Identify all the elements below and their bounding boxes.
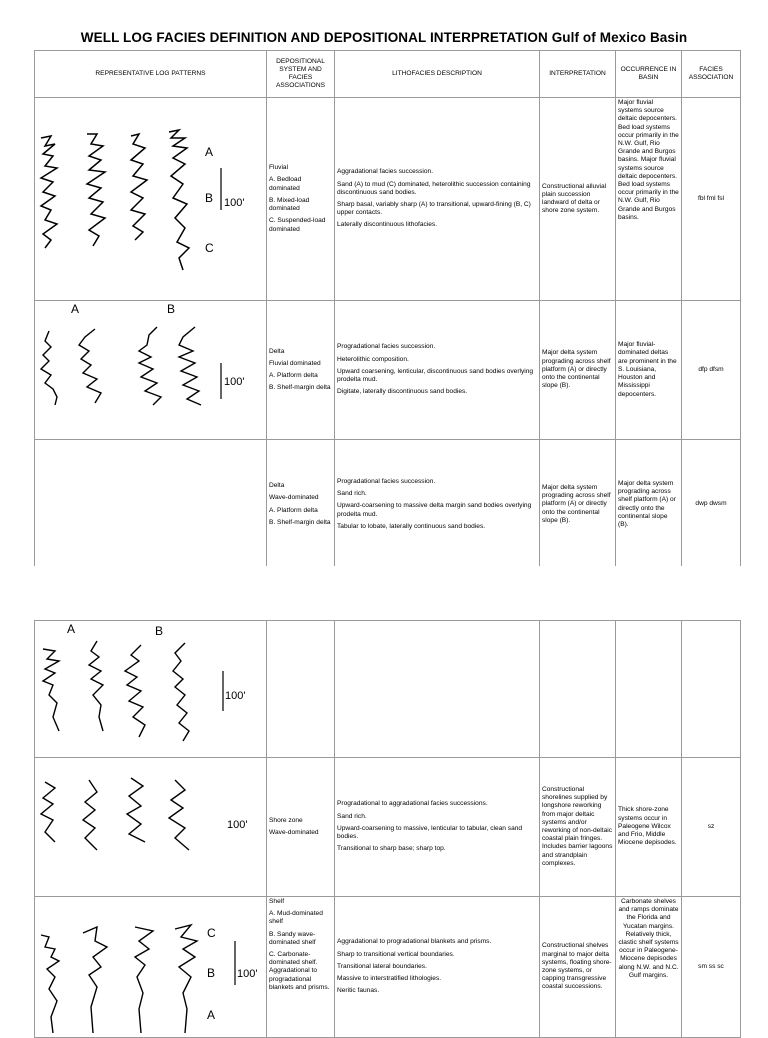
facies-empty	[682, 621, 741, 758]
label-a: A	[207, 1008, 216, 1022]
lithofacies-fluvial	[335, 98, 540, 301]
depositional-empty	[267, 621, 335, 758]
litho-line: Upward coarsening, lenticular, discontinuous sand bodies overlying prodelta mud.	[337, 367, 534, 384]
dep-line: A. Platform delta	[269, 372, 318, 379]
dep-line: C. Carbonate-dominated shelf. Aggradational to progradational blankets and prisms.	[269, 951, 330, 991]
lithofacies-shore-zone	[335, 758, 540, 897]
shelf-log-curves	[35, 897, 267, 1037]
dep-line: Shore zone	[269, 816, 303, 824]
dep-line: Fluvial	[269, 164, 289, 172]
depositional-fluvial	[267, 98, 335, 301]
dep-line: Shelf	[269, 898, 285, 905]
litho-line: Digitate, laterally discontinuous sand bodies.	[337, 388, 468, 396]
dep-line: A. Bedload dominated	[269, 176, 302, 192]
dep-line: B. Mixed-load dominated	[269, 196, 310, 213]
label-b: B	[205, 191, 214, 205]
occurrence-shelf: Carbonate shelves and ramps dominate the Florida and Yucatan margins. Relatively thick, clastic shelf systems occur in Paleogene-Miocene depisodes along N.W. and N.C. Gulf margins.	[616, 897, 682, 1038]
log-pattern-delta-wave	[35, 440, 267, 570]
facies-delta-wave: dwp dwsm	[682, 440, 741, 570]
dep-line: A. Platform delta	[269, 506, 318, 514]
facies-delta-fluvial: dfp dfsm	[682, 301, 741, 440]
scale-label: 100'	[237, 968, 258, 980]
interpretation-delta-fluvial: Major delta system prograding across shelf platform (A) or directly onto the continental slope (B).	[540, 301, 616, 440]
scale-label: 100'	[224, 197, 245, 209]
page-break-gap	[0, 566, 768, 620]
lithofacies-shelf	[335, 897, 540, 1038]
interpretation-empty	[540, 621, 616, 758]
litho-line: Progradational facies succession.	[337, 477, 436, 485]
header-interpretation: INTERPRETATION	[540, 51, 616, 98]
scale-label: 100'	[227, 819, 248, 831]
header-lithofacies: LITHOFACIES DESCRIPTION	[335, 51, 540, 98]
depositional-shore-zone	[267, 758, 335, 897]
depositional-shelf	[267, 897, 335, 1038]
litho-line: Sand rich.	[337, 812, 367, 820]
litho-line: Laterally discontinuous lithofacies.	[337, 221, 438, 229]
label-b: B	[207, 966, 216, 980]
log-pattern-shelf	[35, 897, 267, 1038]
facies-table-part-2	[34, 620, 741, 1038]
dep-line: Delta	[269, 482, 285, 490]
litho-line: Neritic faunas.	[337, 987, 380, 995]
litho-line: Sand rich.	[337, 490, 367, 498]
litho-line: Upward-coarsening to massive, lenticular to tabular, clean sand bodies.	[337, 824, 523, 841]
litho-line: Sharp to transitional vertical boundaries.	[337, 950, 455, 958]
fluvial-log-curves	[35, 98, 267, 300]
occurrence-shore-zone: Thick shore-zone systems occur in Paleogene Wilcox and Frio, Middle Miocene depisodes.	[616, 758, 682, 897]
litho-line: Transitional lateral boundaries.	[337, 962, 427, 970]
dep-line: Wave-dominated	[269, 829, 319, 836]
depositional-delta-wave	[267, 440, 335, 570]
dep-line: Delta	[269, 347, 285, 355]
row-delta-wave	[35, 440, 741, 570]
interpretation-fluvial: Constructional alluvial plain succession landward of delta or shore zone system.	[540, 98, 616, 301]
label-b: B	[155, 624, 164, 638]
occurrence-delta-wave: Major delta system prograding across shelf platform (A) or directly onto the continental slope (B).	[616, 440, 682, 570]
delta-wave-log-curves	[35, 621, 267, 757]
facies-table-part-1	[34, 50, 741, 570]
lithofacies-empty	[335, 621, 540, 758]
litho-line: Tabular to lobate, laterally continuous sand bodies.	[337, 522, 486, 530]
litho-line: Transitional to sharp base; sharp top.	[337, 845, 446, 853]
shore-zone-log-curves	[35, 758, 267, 896]
row-shore-zone	[35, 758, 741, 897]
log-pattern-shore-zone	[35, 758, 267, 897]
interpretation-delta-wave: Major delta system prograding across shelf platform (A) or directly onto the continental slope (B).	[540, 440, 616, 570]
litho-line: Upward-coarsening to massive delta margin sand bodies overlying prodelta mud.	[337, 502, 532, 518]
litho-line: Sharp basal, variably sharp (A) to transitional, upward-fining (B, C) upper contacts.	[337, 201, 531, 217]
dep-line: A. Mud-dominated shelf	[269, 910, 323, 926]
log-pattern-delta-fluvial	[35, 301, 267, 440]
log-pattern-fluvial	[35, 98, 267, 301]
occurrence-empty	[616, 621, 682, 758]
litho-line: Progradational facies succession.	[337, 343, 436, 351]
litho-line: Sand (A) to mud (C) dominated, heterolithic succession containing discontinuous sand bodies.	[337, 180, 531, 196]
label-c: C	[207, 926, 216, 940]
litho-line: Aggradational facies succession.	[337, 168, 434, 176]
log-pattern-delta-wave-continued	[35, 621, 267, 758]
label-a: A	[205, 145, 214, 159]
interpretation-shore-zone: Constructional shorelines supplied by longshore reworking from major deltaic systems and/or reworking of non-deltaic coastal plain fringes. Includes barrier lagoons and strandplain complexes.	[540, 758, 616, 897]
dep-line: Wave-dominated	[269, 494, 319, 502]
dep-line: B. Shelf-margin delta	[269, 518, 331, 526]
scale-label: 100'	[224, 376, 245, 388]
row-delta-fluvial	[35, 301, 741, 440]
row-delta-wave-logs	[35, 621, 741, 758]
depositional-delta-fluvial	[267, 301, 335, 440]
occurrence-delta-fluvial: Major fluvial-dominated deltas are prominent in the S. Louisiana, Houston and Mississippi depocenters.	[616, 301, 682, 440]
page-title: WELL LOG FACIES DEFINITION AND DEPOSITIONAL INTERPRETATION Gulf of Mexico Basin	[80, 30, 688, 45]
header-log-patterns: REPRESENTATIVE LOG PATTERNS	[35, 51, 267, 98]
label-b: B	[167, 302, 176, 316]
occurrence-fluvial: Major fluvial systems source deltaic depocenters. Bed load systems occur primarily in the N.W. Gulf, Rio Grande and Burgos basins. Major fluvial systems source deltaic depocenters. Bed load systems occur primarily in the N.W. Gulf, Rio Grande and Burgos basins.	[616, 98, 682, 301]
interpretation-shelf: Constructional shelves marginal to major delta systems, floating shore-zone systems, or capping transgressive coastal successions.	[540, 897, 616, 1038]
facies-shelf: sm ss sc	[682, 897, 741, 1038]
lithofacies-delta-wave	[335, 440, 540, 570]
row-fluvial	[35, 98, 741, 301]
litho-line: Massive to interstratified lithologies.	[337, 975, 442, 983]
delta-fluvial-log-curves	[35, 301, 267, 439]
facies-fluvial: fbl fml fsl	[682, 98, 741, 301]
header-occurrence: OCCURRENCE IN BASIN	[616, 51, 682, 98]
row-shelf	[35, 897, 741, 1038]
dep-line: B. Sandy wave-dominated shelf	[269, 930, 316, 946]
dep-line: Fluvial dominated	[269, 359, 321, 367]
label-a: A	[71, 302, 80, 316]
litho-line: Heterolithic composition.	[337, 355, 409, 363]
header-facies: FACIES ASSOCIATION	[682, 51, 741, 98]
label-a: A	[67, 622, 76, 636]
header-row	[35, 51, 741, 98]
dep-line: C. Suspended-load dominated	[269, 217, 326, 233]
header-depositional: DEPOSITIONAL SYSTEM AND FACIES ASSOCIATIONS	[267, 51, 335, 98]
litho-line: Aggradational to progradational blankets and prisms.	[337, 938, 492, 946]
litho-line: Progradational to aggradational facies successions.	[337, 800, 488, 808]
scale-label: 100'	[225, 690, 246, 702]
facies-shore-zone: sz	[682, 758, 741, 897]
lithofacies-delta-fluvial	[335, 301, 540, 440]
dep-line: B. Shelf-margin delta	[269, 384, 331, 392]
label-c: C	[205, 241, 214, 255]
